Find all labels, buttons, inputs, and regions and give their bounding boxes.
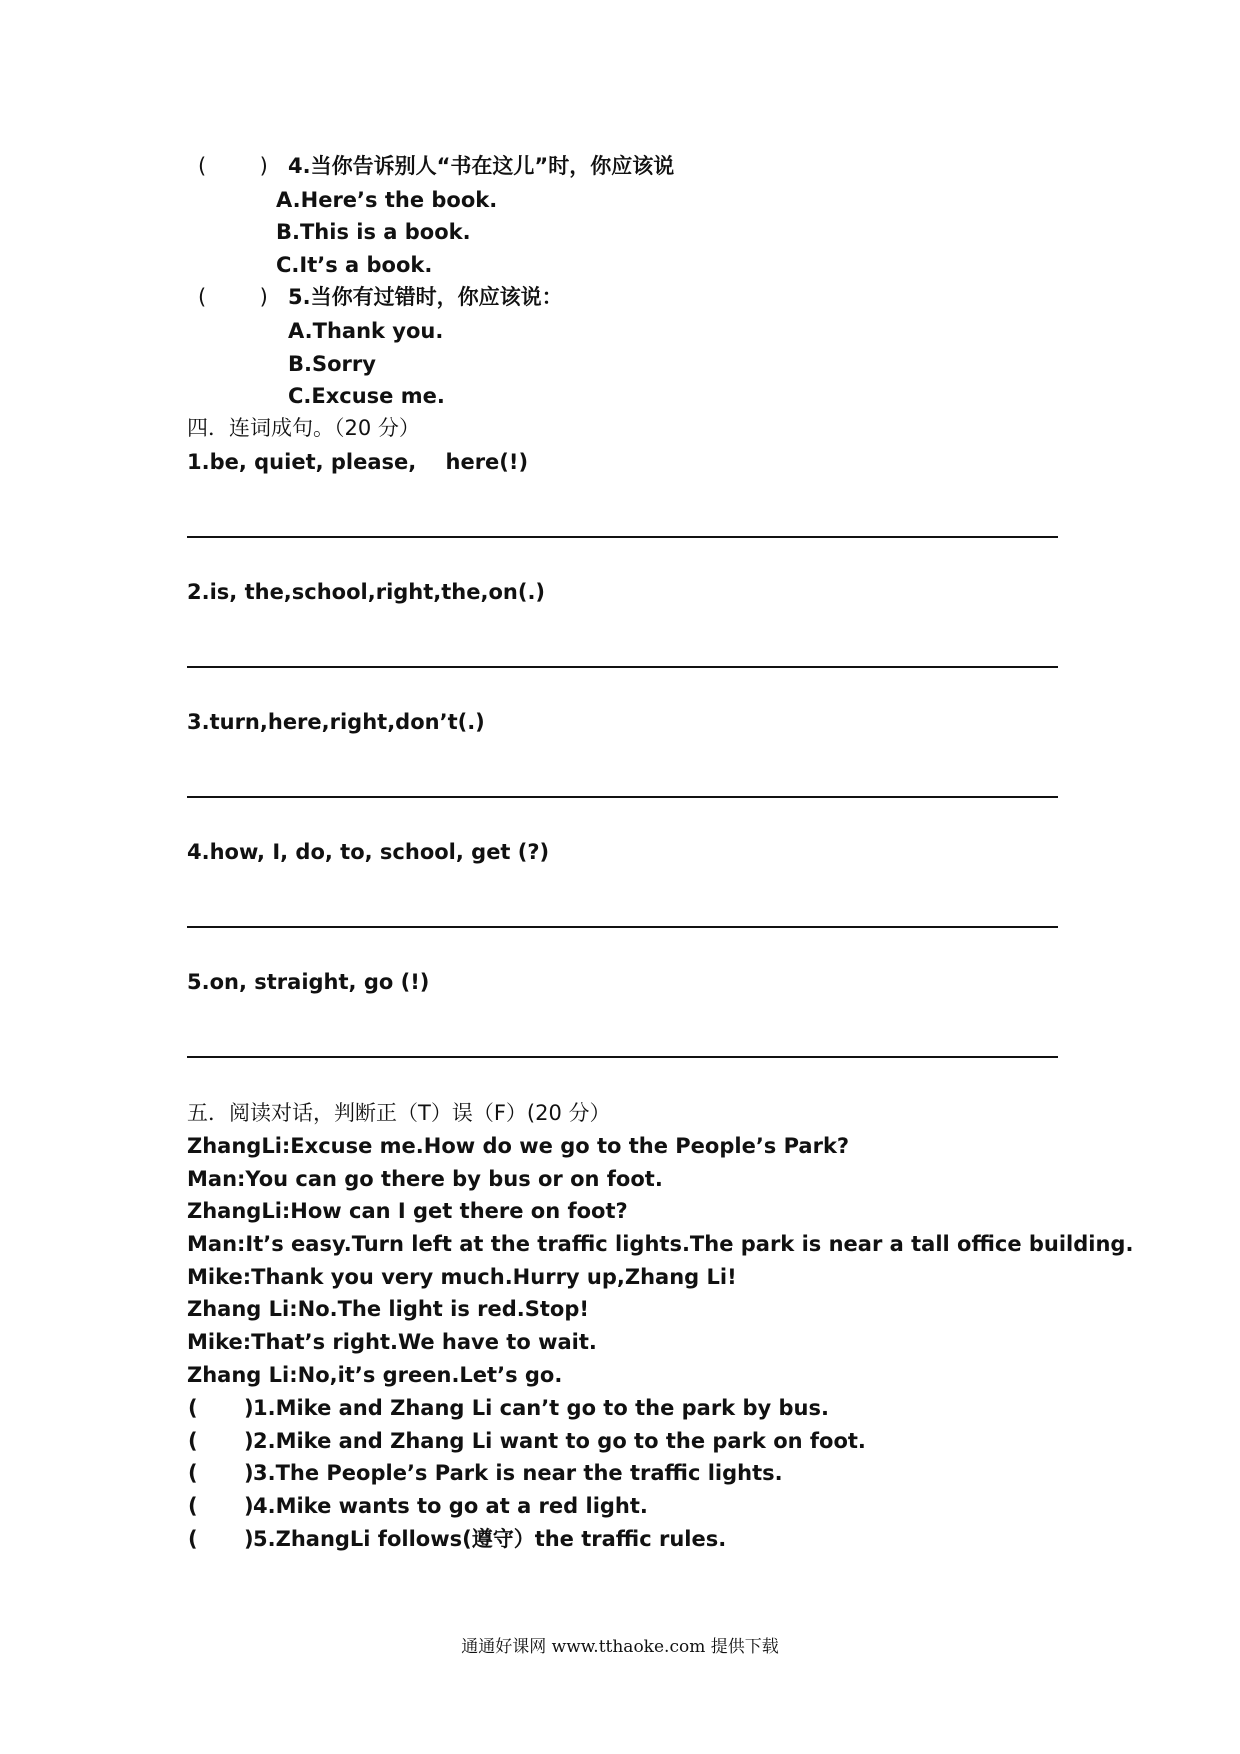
- q4-option-b: B.This is a book.: [276, 220, 471, 244]
- answer-line-5[interactable]: [187, 1056, 1058, 1058]
- tf-question-2: 2.Mike and Zhang Li want to go to the park on foot.: [253, 1429, 866, 1453]
- page-footer: 通通好课网 www.tthaoke.com 提供下载: [461, 1637, 779, 1657]
- answer-line-1[interactable]: [187, 536, 1058, 538]
- tf-answer-paren-close: ): [244, 1461, 254, 1485]
- answer-line-3[interactable]: [187, 796, 1058, 798]
- tf-answer-paren-open[interactable]: (: [188, 1461, 198, 1485]
- q4-stem: 4.当你告诉别人“书在这儿”时，你应该说: [288, 154, 675, 178]
- answer-line-2[interactable]: [187, 666, 1058, 668]
- dialogue-line: Mike:Thank you very much.Hurry up,Zhang Li!: [187, 1265, 737, 1289]
- q5-stem: 5.当你有过错时，你应该说：: [288, 285, 563, 309]
- q5-option-c: C.Excuse me.: [288, 384, 445, 408]
- dialogue-line: Zhang Li:No.The light is red.Stop!: [187, 1297, 589, 1321]
- section4-item-1: 1.be, quiet, please, here(!): [187, 450, 529, 474]
- section4-item-3: 3.turn,here,right,don’t(.): [187, 710, 485, 734]
- section5-title: 五．阅读对话，判断正（T）误（F）(20 分）: [187, 1101, 611, 1125]
- q4-option-a: A.Here’s the book.: [276, 188, 498, 212]
- section4-item-4: 4.how, I, do, to, school, get (?): [187, 840, 550, 864]
- answer-line-4[interactable]: [187, 926, 1058, 928]
- q5-option-a: A.Thank you.: [288, 319, 444, 343]
- tf-answer-paren-open[interactable]: (: [188, 1494, 198, 1518]
- tf-question-1: 1.Mike and Zhang Li can’t go to the park by bus.: [253, 1396, 829, 1420]
- q4-option-c: C.It’s a book.: [276, 253, 433, 277]
- tf-answer-paren-close: ): [244, 1527, 254, 1551]
- tf-question-3: 3.The People’s Park is near the traffic lights.: [253, 1461, 783, 1485]
- tf-answer-paren-close: ): [244, 1396, 254, 1420]
- tf-answer-paren-close: ): [244, 1429, 254, 1453]
- tf-answer-paren-open[interactable]: (: [188, 1396, 198, 1420]
- q5-option-b: B.Sorry: [288, 352, 376, 376]
- tf-answer-paren-open[interactable]: (: [188, 1429, 198, 1453]
- dialogue-line: ZhangLi:How can I get there on foot?: [187, 1199, 628, 1223]
- dialogue-line: Man:You can go there by bus or on foot.: [187, 1167, 663, 1191]
- tf-answer-paren-open[interactable]: (: [188, 1527, 198, 1551]
- q5-answer-paren[interactable]: ( ): [198, 285, 268, 309]
- q4-answer-paren[interactable]: ( ): [198, 154, 268, 178]
- section4-title: 四．连词成句。（20 分）: [187, 416, 420, 440]
- section4-item-5: 5.on, straight, go (!): [187, 970, 430, 994]
- dialogue-line: ZhangLi:Excuse me.How do we go to the People’s Park?: [187, 1134, 850, 1158]
- dialogue-line: Mike:That’s right.We have to wait.: [187, 1330, 597, 1354]
- dialogue-line: Zhang Li:No,it’s green.Let’s go.: [187, 1363, 563, 1387]
- tf-answer-paren-close: ): [244, 1494, 254, 1518]
- section4-item-2: 2.is, the,school,right,the,on(.): [187, 580, 546, 604]
- tf-question-4: 4.Mike wants to go at a red light.: [253, 1494, 648, 1518]
- tf-question-5: 5.ZhangLi follows(遵守）the traffic rules.: [253, 1527, 727, 1551]
- dialogue-line: Man:It’s easy.Turn left at the traffic lights.The park is near a tall office building.: [187, 1232, 1134, 1256]
